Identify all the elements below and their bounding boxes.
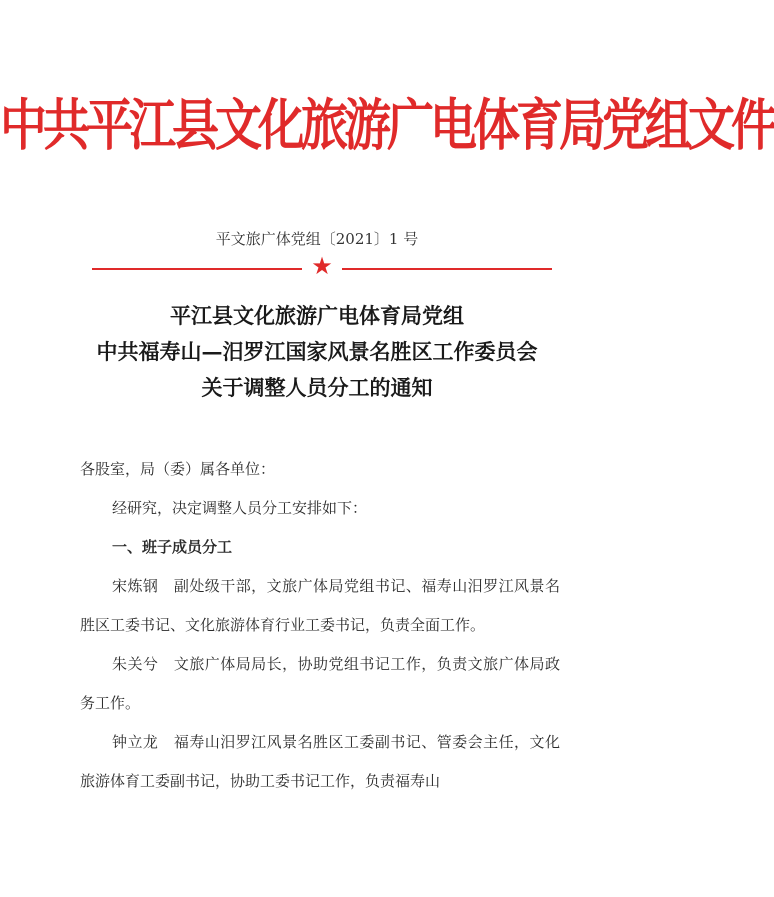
- paragraph-zhu: 朱关兮 文旅广体局局长，协助党组书记工作，负责文旅广体局政务工作。: [80, 655, 560, 712]
- red-divider: [92, 252, 552, 280]
- title-line-3: 关于调整人员分工的通知: [201, 375, 433, 400]
- document-body: [80, 450, 560, 801]
- title-line-1: 平江县文化旅游广电体育局党组: [170, 303, 464, 328]
- section-heading: 一、班子成员分工: [112, 538, 233, 556]
- document-masthead: 中共平江县文化旅游广电体育局党组文件: [0, 93, 774, 159]
- notice-title: [0, 298, 634, 406]
- paragraph-song: 宋炼钢 副处级干部，文旅广体局党组书记、福寿山汨罗江风景名胜区工委书记、文化旅游体育行业工委书记，负责全面工作。: [80, 577, 560, 634]
- red-star-icon: ★: [311, 252, 333, 280]
- document-number: 平文旅广体党组〔2021〕1 号: [215, 230, 419, 248]
- salutation: 各股室，局（委）属各单位：: [80, 460, 276, 478]
- title-line-2: 中共福寿山—汨罗江国家风景名胜区工作委员会: [96, 339, 538, 364]
- paragraph-zhong: 钟立龙 福寿山汨罗江风景名胜区工委副书记、管委会主任，文化旅游体育工委副书记，协助工委书记工作，负责福寿山: [80, 733, 560, 790]
- divider-line-left: [92, 268, 302, 270]
- divider-line-right: [342, 268, 552, 270]
- intro-paragraph: 经研究，决定调整人员分工安排如下：: [112, 499, 368, 517]
